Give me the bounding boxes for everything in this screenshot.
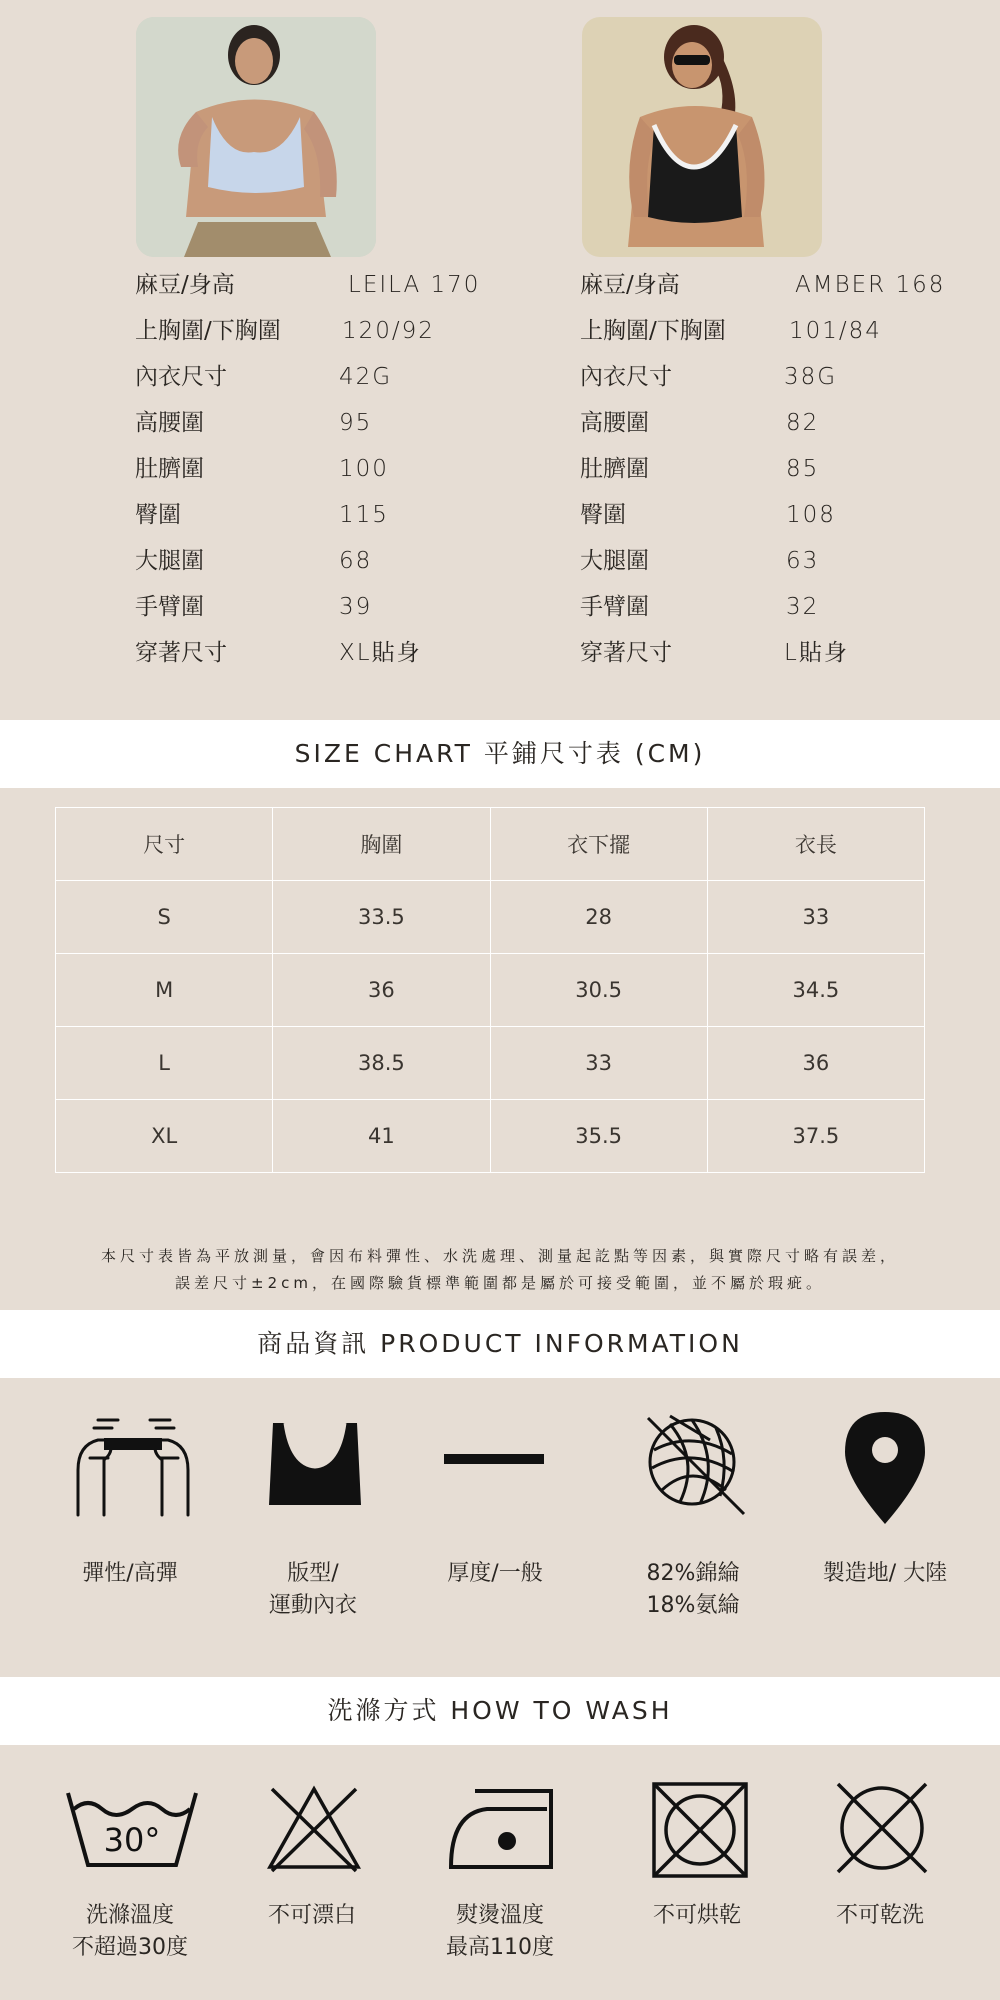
wash-title: 洗滌方式 HOW TO WASH — [327, 1696, 673, 1725]
table-cell: L — [56, 1027, 273, 1100]
wash-label-no-dry-clean: 不可乾洗 — [835, 1903, 924, 1928]
table-cell: 41 — [273, 1100, 490, 1173]
table-row — [56, 1100, 925, 1173]
table-cell: 30.5 — [490, 954, 707, 1027]
header-cell: 尺寸 — [56, 808, 273, 881]
size-note-line-1: 本尺寸表皆為平放測量，會因布料彈性、水洗處理、測量起訖點等因素，與實際尺寸略有誤差， — [100, 1247, 899, 1265]
table-cell: 38.5 — [273, 1027, 490, 1100]
location-pin-icon — [843, 1410, 927, 1526]
yarn-ball-icon — [640, 1410, 750, 1520]
table-cell: 28 — [490, 881, 707, 954]
table-header-row — [56, 808, 925, 881]
size-chart-title: SIZE CHART 平鋪尺寸表 (CM) — [294, 739, 706, 768]
table-row — [56, 1027, 925, 1100]
no-bleach-icon — [266, 1783, 362, 1873]
size-note-line-2: 誤差尺寸±2cm，在國際驗貨標準範圍都是屬於可接受範圍，並不屬於瑕疵。 — [175, 1274, 825, 1292]
table-cell: 33 — [490, 1027, 707, 1100]
model-photo-leila — [136, 17, 376, 257]
model-photo-amber — [582, 17, 822, 257]
wash-label-temperature: 洗滌溫度 不超過30度 — [72, 1903, 188, 1960]
header-cell: 胸圍 — [273, 808, 490, 881]
table-cell: 33 — [707, 881, 924, 954]
wash-label-iron: 熨燙溫度 最高110度 — [446, 1903, 554, 1960]
product-label-origin: 製造地/ 大陸 — [822, 1561, 948, 1586]
table-row — [56, 881, 925, 954]
product-label-elasticity: 彈性/高彈 — [82, 1561, 178, 1586]
product-label-thickness: 厚度/一般 — [447, 1561, 543, 1586]
no-tumble-dry-icon — [650, 1780, 750, 1880]
header-cell: 衣下擺 — [490, 808, 707, 881]
size-chart-table — [55, 807, 925, 1173]
product-info-title: 商品資訊 PRODUCT INFORMATION — [257, 1329, 743, 1358]
wash-label-no-tumble-dry: 不可烘乾 — [652, 1903, 741, 1928]
thickness-line-icon — [444, 1452, 544, 1466]
iron-icon — [447, 1785, 557, 1871]
wash-30-icon — [64, 1785, 200, 1869]
table-cell: 34.5 — [707, 954, 924, 1027]
wash-label-no-bleach: 不可漂白 — [267, 1903, 356, 1928]
table-cell: 36 — [707, 1027, 924, 1100]
table-cell: XL — [56, 1100, 273, 1173]
table-cell: S — [56, 881, 273, 954]
table-cell: 36 — [273, 954, 490, 1027]
no-dry-clean-icon — [832, 1778, 932, 1878]
sports-bra-icon — [265, 1415, 365, 1515]
table-cell: 35.5 — [490, 1100, 707, 1173]
table-cell: 33.5 — [273, 881, 490, 954]
stretch-band-icon — [68, 1410, 198, 1520]
table-cell: 37.5 — [707, 1100, 924, 1173]
header-cell: 衣長 — [707, 808, 924, 881]
table-row — [56, 954, 925, 1027]
product-label-fit: 版型/ 運動內衣 — [268, 1561, 357, 1618]
product-label-material: 82%錦綸 18%氨綸 — [646, 1561, 740, 1618]
wash-temp-glyph: 30° — [103, 1821, 161, 1859]
table-cell: M — [56, 954, 273, 1027]
